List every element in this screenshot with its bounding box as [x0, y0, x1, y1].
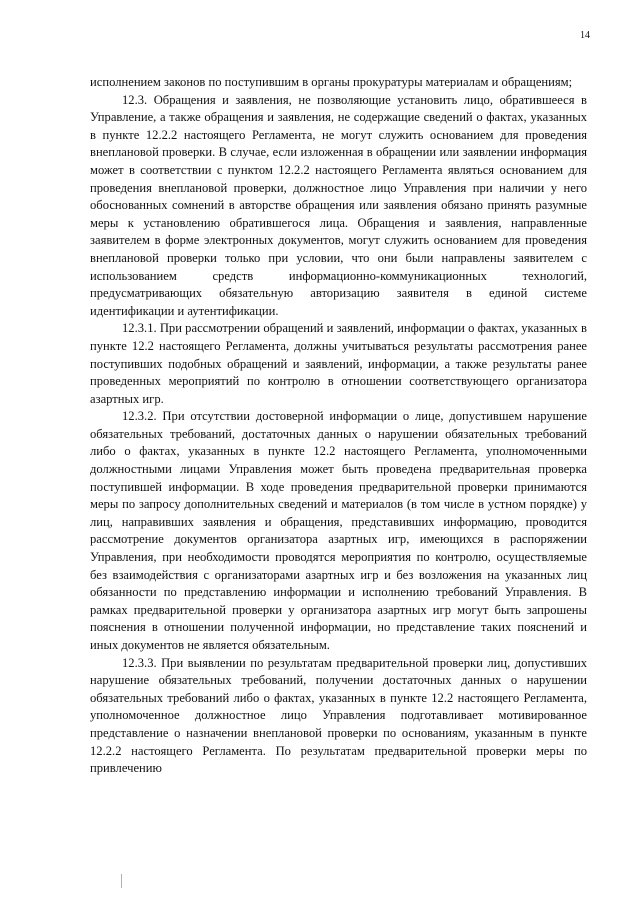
paragraph-12-3: 12.3. Обращения и заявления, не позволяющие установить лицо, обратившееся в Управление, а также обращения и заявления, не содержащие сведений о фактах, указанных в пункте 12.2.2 настоящего Регламента, не могут служить основанием для проведения внеплановой проверки. В случае, если изложенная в обращении или заявлении информация может в соответствии с пунктом 12.2.2 настоящего Регламента являться основанием для проведения внеплановой проверки, должностное лицо Управления при наличии у него обоснованных сомнений в авторстве обращения или заявления обязано принять разумные меры к установлению обратившегося лица. Обращения и заявления, направленные заявителем в форме электронных документов, могут служить основанием для проведения внеплановой проверки только при условии, что они были направлены заявителем с использованием средств информационно-коммуникационных технологий, предусматривающих обязательную авторизацию заявителя в единой системе идентификации и аутентификации. — [90, 92, 587, 318]
paragraph-12-3-1: 12.3.1. При рассмотрении обращений и заявлений, информации о фактах, указанных в пункте 12.2 настоящего Регламента, должны учитываться результаты рассмотрения ранее поступивших подобных обращений и заявлений, информации, а также результаты ранее проведенных мероприятий по контролю в отношении соответствующего организатора азартных игр. — [90, 321, 587, 406]
paragraph-12-3-3: 12.3.3. При выявлении по результатам предварительной проверки лиц, допустивших нарушение обязательных требований, получении достаточных данных о нарушении обязательных требований либо о фактах, указанных в пункте 12.2 настоящего Регламента, уполномоченное должностное лицо Управления подготавливает мотивированное представление о назначении внеплановой проверки по основаниям, указанным в пункте 12.2.2 настоящего Регламента. По результатам предварительной проверки меры по привлечению — [90, 655, 587, 776]
scan-mark — [121, 874, 122, 888]
paragraph-12-3-2: 12.3.2. При отсутствии достоверной информации о лице, допустившем нарушение обязательных требований, достаточных данных о нарушении обязательных требований либо о фактах, указанных в пункте 12.2 настоящего Регламента, уполномоченными должностными лицами Управления может быть проведена предварительная проверка поступившей информации. В ходе проведения предварительной проверки принимаются меры по запросу дополнительных сведений и материалов (в том числе в устном порядке) у лиц, направивших заявления и обращения, представивших информацию, проводится рассмотрение документов организатора азартных игр, имеющихся в распоряжении Управления, при необходимости проводятся мероприятия по контролю, осуществляемые без взаимодействия с организаторами азартных игр и без возложения на указанных лиц обязанности по представлению информации и исполнению требований Управления. В рамках предварительной проверки у организатора азартных игр могут быть запрошены пояснения в отношении полученной информации, но представление таких пояснений и иных документов не является обязательным. — [90, 409, 587, 652]
paragraph-continuation: исполнением законов по поступившим в органы прокуратуры материалам и обращениям; — [90, 75, 573, 89]
page-number: 14 — [580, 30, 590, 41]
document-body — [90, 74, 587, 778]
